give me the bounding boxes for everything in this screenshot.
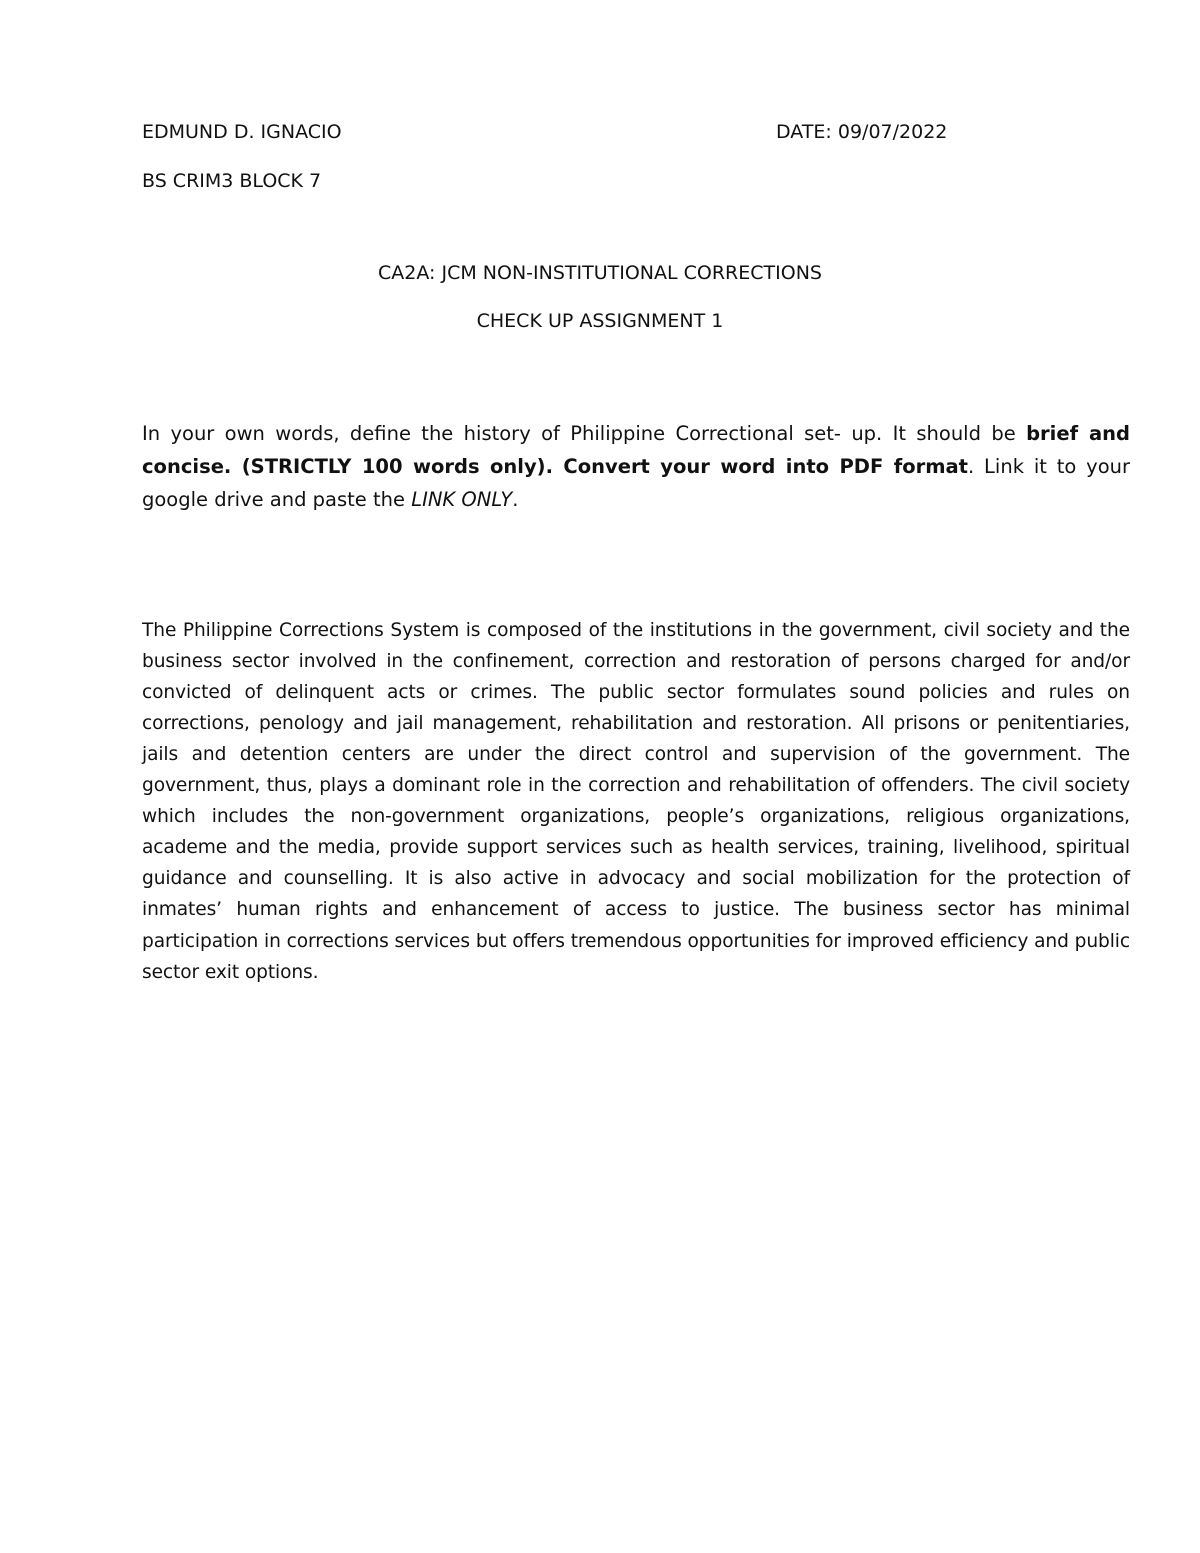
prompt-italic-text: LINK ONLY: [411, 487, 513, 511]
student-section: BS CRIM3 BLOCK 7: [142, 170, 322, 192]
prompt-text-2: . Link it to your google drive and paste the: [142, 454, 1130, 511]
assignment-prompt: [142, 417, 1130, 516]
answer-paragraph: The Philippine Corrections System is composed of the institutions in the government, civil society and the business sector involved in the confinement, correction and restoration of persons charged for and/or convicted of delinquent acts or crimes. The public sector formulates sound policies and rules on corrections, penology and jail management, rehabilitation and restoration. All prisons or penitentiaries, jails and detention centers are under the direct control and supervision of the government. The government, thus, plays a dominant role in the correction and rehabilitation of offenders. The civil society which includes the non-government organizations, people’s organizations, religious organizations, academe and the media, provide support services such as health services, training, livelihood, spiritual guidance and counselling. It is also active in advocacy and social mobilization for the protection of inmates’ human rights and enhancement of access to justice. The business sector has minimal participation in corrections services but offers tremendous opportunities for improved efficiency and public sector exit options.: [142, 619, 1130, 983]
course-title: CA2A: JCM NON-INSTITUTIONAL CORRECTIONS: [378, 262, 822, 284]
prompt-text-3: .: [512, 487, 519, 511]
student-name: EDMUND D. IGNACIO: [142, 121, 342, 143]
prompt-text-1: In your own words, define the history of Philippine Correctional set- up. It should be: [142, 421, 1027, 445]
submission-date: DATE: 09/07/2022: [776, 121, 948, 143]
prompt-bold-text: brief and concise. (STRICTLY 100 words only). Convert your word into PDF format: [142, 421, 1130, 478]
assignment-title: CHECK UP ASSIGNMENT 1: [476, 310, 724, 332]
